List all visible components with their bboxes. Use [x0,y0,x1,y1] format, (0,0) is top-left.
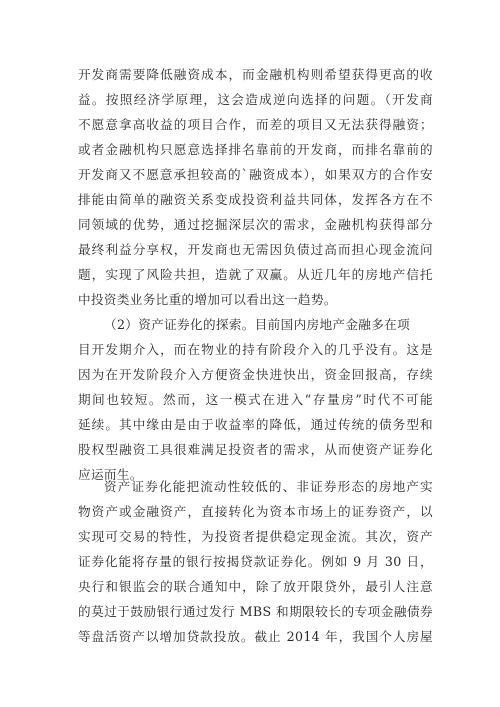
text-line: 股权型融资工具很难满足投资者的需求，从而使资产证券化 [78,442,433,457]
text-line: 目开发期介入，而在物业的持有阶段介入的几乎没有。这是 [78,342,433,357]
text-line: 应运而生。 [78,467,143,482]
text-line: 延续。其中缘由是由于收益率的降低，通过传统的债务型和 [78,417,433,432]
text-line: 央行和银监会的联合通知中，除了放开限贷外，最引人注意 [78,579,433,594]
text-line: 或者金融机构只愿意选择排名靠前的开发商，而排名靠前的 [78,142,433,157]
text-line: 实现可交易的特性，为投资者提供稳定现金流。其次，资产 [78,529,433,544]
text-line: 证券化能将存量的银行按揭贷款证券化。例如 9 月 30 日， [78,554,433,569]
text-line: 益。按照经济学原理，这会造成逆向选择的问题。（开发商 [78,92,433,107]
text-line: 等盘活资产以增加贷款投放。截止 2014 年，我国个人房屋 [78,629,433,644]
text-line: 因为在开发阶段介入方便资金快进快出，资金回报高，存续 [78,367,433,382]
text-line: 题，实现了风险共担，造就了双赢。从近几年的房地产信托 [78,267,433,282]
text-line: 资产证券化能把流动性较低的、非证券形态的房地产实 [104,479,433,494]
paragraph-securitization-benefits [78,474,433,649]
paragraph-financing-cost [78,62,433,312]
text-line: 开发商需要降低融资成本，而金融机构则希望获得更高的收 [78,67,433,82]
text-line: 不愿意拿高收益的项目合作，而差的项目又无法获得融资； [78,117,433,132]
text-line: 最终利益分享权，开发商也无需因负债过高而担心现金流问 [78,242,433,257]
text-line: 中投资类业务比重的增加可以看出这一趋势。 [78,292,337,307]
text-line: 同领域的优势，通过挖掘深层次的需求，金融机构获得部分 [78,217,433,232]
text-line: 的莫过于鼓励银行通过发行 MBS 和期限较长的专项金融债券 [78,604,433,619]
text-line: 期间也较短。然而，这一模式在进入“存量房”时代不可能 [78,392,433,407]
text-line: 排能由简单的融资关系变成投资利益共同体，发挥各方在不 [78,192,433,207]
text-line: 物资产或金融资产，直接转化为资本市场上的证券资产，以 [78,504,433,519]
text-line: 开发商又不愿意承担较高的`融资成本），如果双方的合作安 [78,167,433,182]
text-line: （2）资产证券化的探索。目前国内房地产金融多在项 [104,317,411,332]
paragraph-securitization-exploration [78,312,433,487]
